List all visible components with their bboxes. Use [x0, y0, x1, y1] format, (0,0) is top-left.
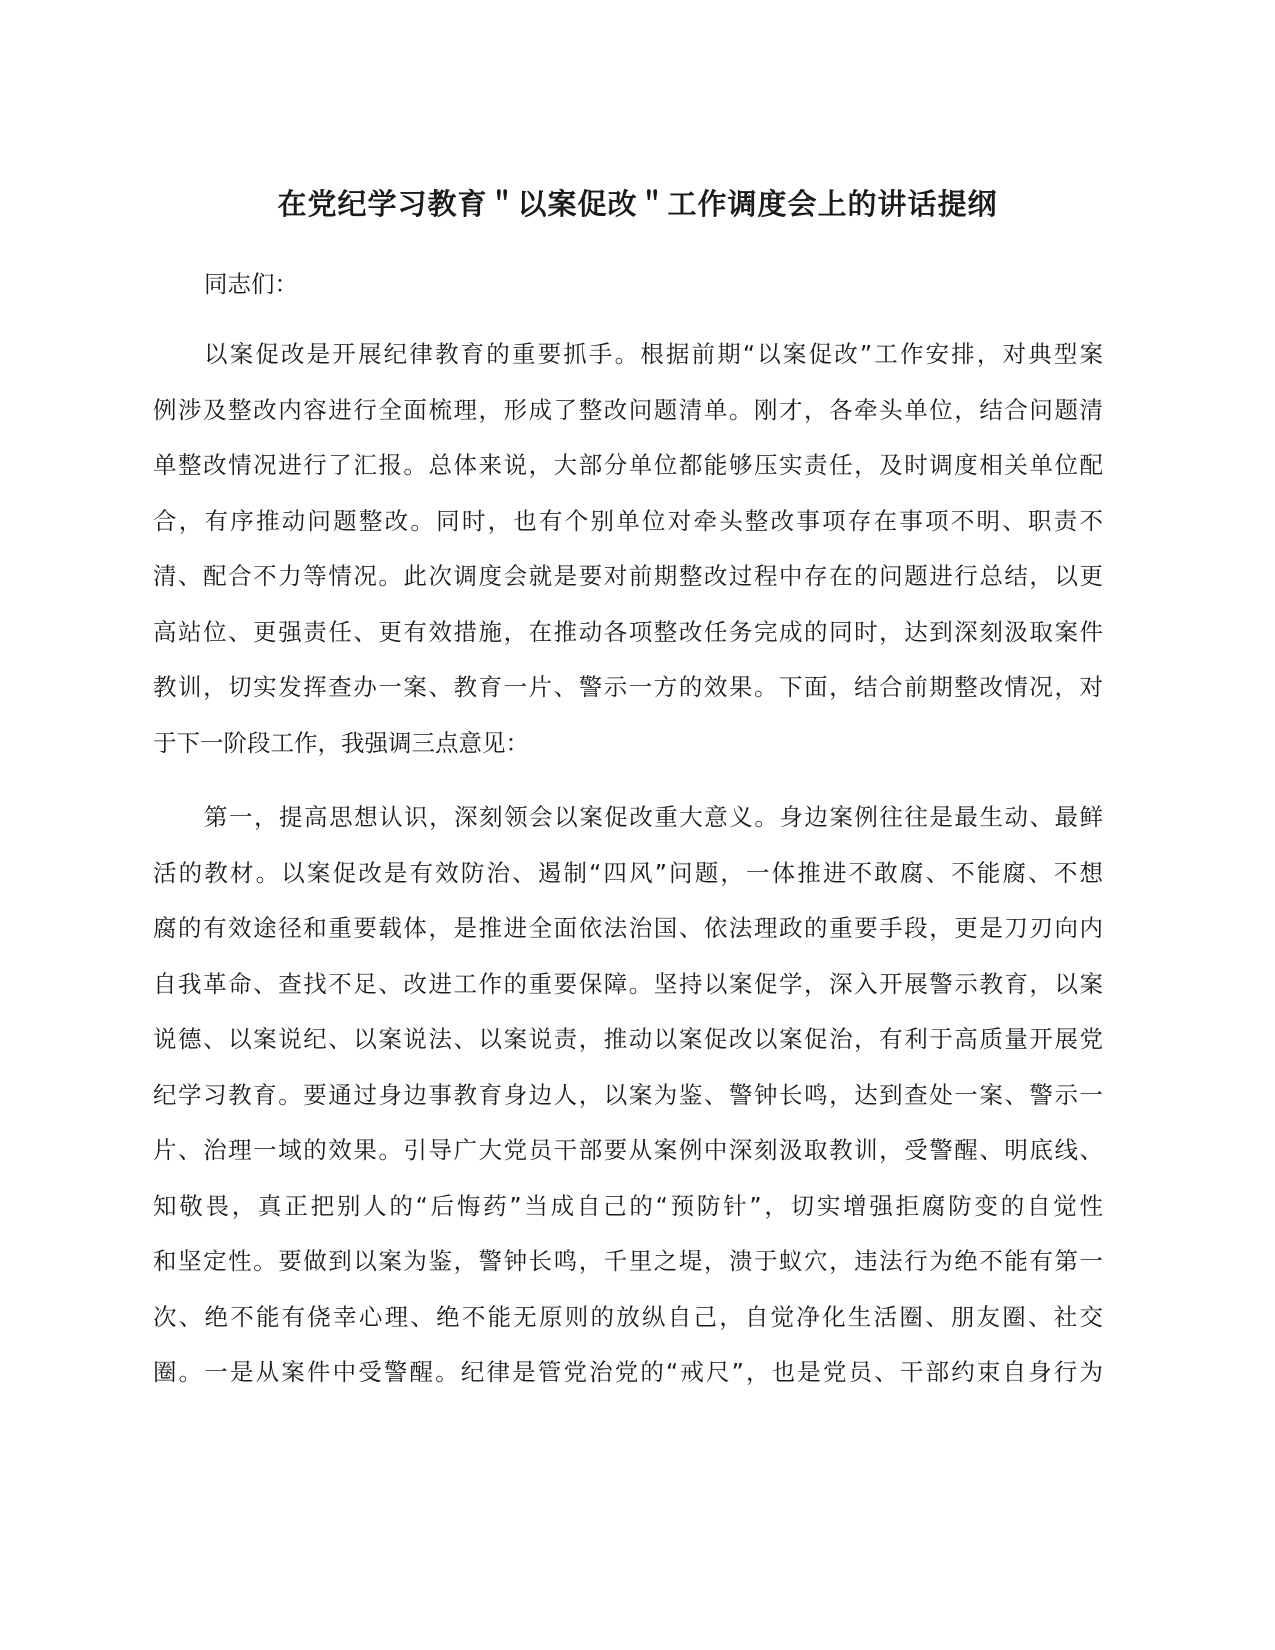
salutation: 同志们：: [204, 270, 298, 298]
paragraph-1-line-5: 清、配合不力等情况。此次调度会就是要对前期整改过程中存在的问题进行总结，以更: [153, 562, 1103, 590]
paragraph-1-line-2: 例涉及整改内容进行全面梳理，形成了整改问题清单。刚才，各牵头单位，结合问题清: [153, 396, 1103, 424]
paragraph-1-line-4: 合，有序推动问题整改。同时，也有个别单位对牵头整改事项存在事项不明、职责不: [153, 507, 1103, 535]
paragraph-2-line-6: 纪学习教育。要通过身边事教育身边人，以案为鉴、警钟长鸣，达到查处一案、警示一: [153, 1081, 1103, 1109]
paragraph-2-line-7: 片、治理一域的效果。引导广大党员干部要从案例中深刻汲取教训，受警醒、明底线、: [153, 1136, 1103, 1164]
paragraph-2-line-10: 次、绝不能有侥幸心理、绝不能无原则的放纵自己，自觉净化生活圈、朋友圈、社交: [153, 1303, 1103, 1331]
paragraph-2-line-9: 和坚定性。要做到以案为鉴，警钟长鸣，千里之堤，溃于蚁穴，违法行为绝不能有第一: [153, 1247, 1103, 1275]
page-title: 在党纪学习教育＂以案促改＂工作调度会上的讲话提纲: [277, 187, 998, 221]
paragraph-1-line-8: 于下一阶段工作，我强调三点意见：: [153, 729, 529, 757]
paragraph-2-line-4: 自我革命、查找不足、改进工作的重要保障。坚持以案促学，深入开展警示教育，以案: [153, 970, 1103, 998]
paragraph-2-line-11: 圈。一是从案件中受警醒。纪律是管党治党的“戒尺”，也是党员、干部约束自身行为: [153, 1358, 1103, 1386]
paragraph-1-line-1: 以案促改是开展纪律教育的重要抓手。根据前期“以案促改”工作安排，对典型案: [204, 340, 1103, 368]
paragraph-1-line-7: 教训，切实发挥查办一案、教育一片、警示一方的效果。下面，结合前期整改情况，对: [153, 673, 1103, 701]
paragraph-2-line-1: 第一，提高思想认识，深刻领会以案促改重大意义。身边案例往往是最生动、最鲜: [204, 803, 1103, 831]
paragraph-2-line-8: 知敬畏，真正把别人的“后悔药”当成自己的“预防针”，切实增强拒腐防变的自觉性: [153, 1192, 1103, 1220]
paragraph-2-line-5: 说德、以案说纪、以案说法、以案说责，推动以案促改以案促治，有利于高质量开展党: [153, 1025, 1103, 1053]
paragraph-1-line-6: 高站位、更强责任、更有效措施，在推动各项整改任务完成的同时，达到深刻汲取案件: [153, 618, 1103, 646]
paragraph-1-line-3: 单整改情况进行了汇报。总体来说，大部分单位都能够压实责任，及时调度相关单位配: [153, 451, 1103, 479]
paragraph-2-line-3: 腐的有效途径和重要载体，是推进全面依法治国、依法理政的重要手段，更是刀刃向内: [153, 914, 1103, 942]
paragraph-2-line-2: 活的教材。以案促改是有效防治、遏制“四风”问题，一体推进不敢腐、不能腐、不想: [153, 859, 1103, 887]
